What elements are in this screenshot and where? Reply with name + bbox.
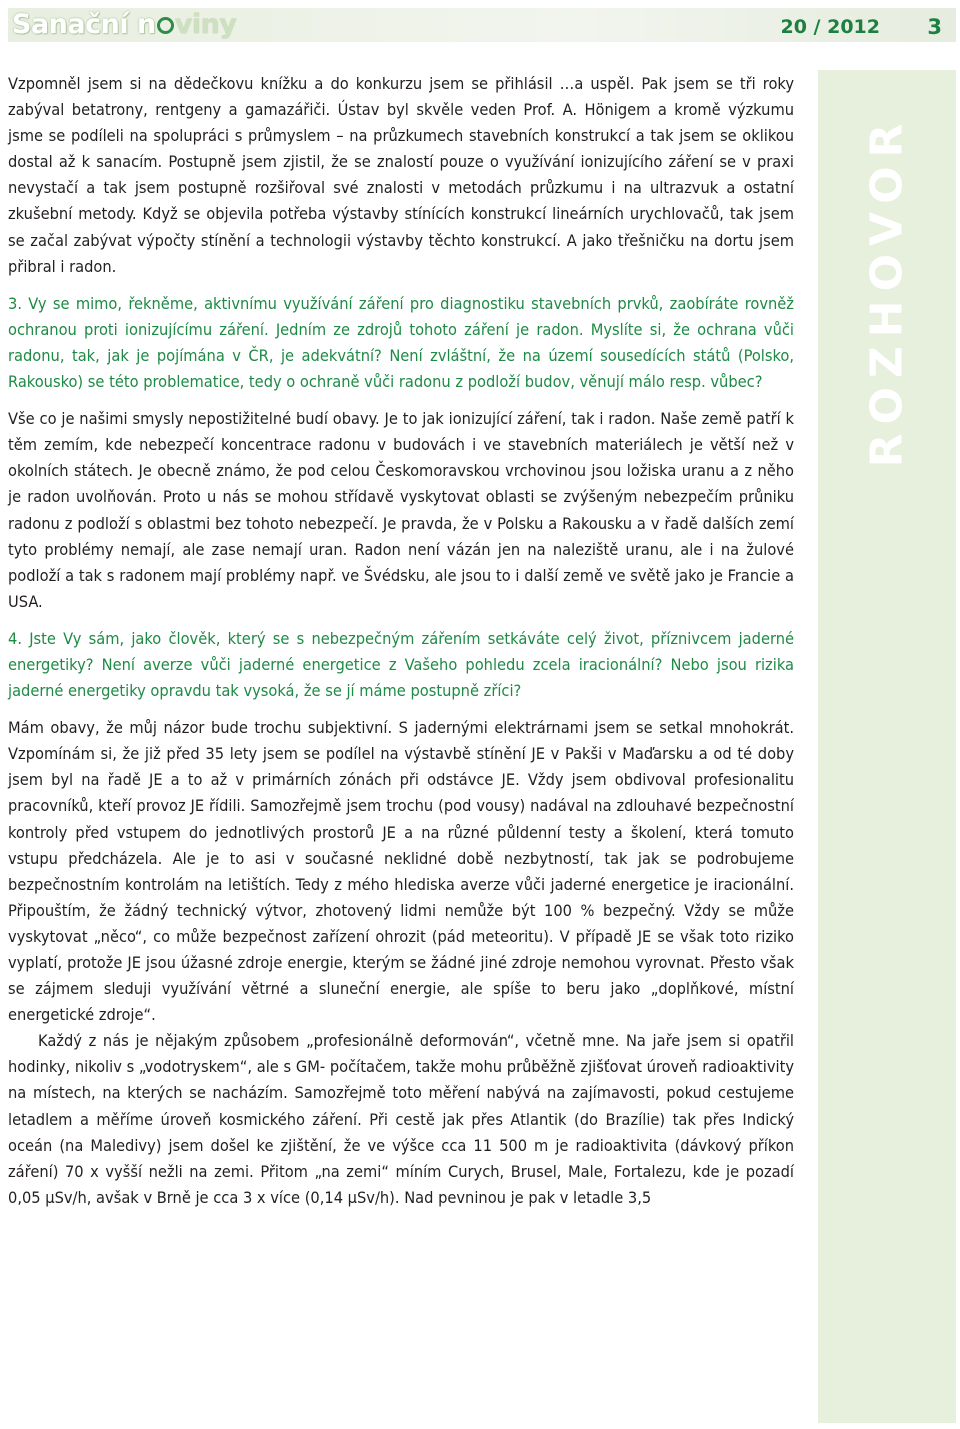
masthead-title-part2: viny <box>174 9 237 40</box>
issue-number: 20 / 2012 <box>780 16 880 38</box>
page-header <box>8 8 956 42</box>
page-number: 3 <box>927 15 942 39</box>
section-label-wrapper <box>818 70 956 490</box>
question-4: 4. Jste Vy sám, jako člověk, který se s nebezpečným zářením setkáváte celý život, příznivcem jaderné energetiky? Není averze vůči jaderné energetice z Vašeho pohledu zcela iracionální? Nebo jsou rizika jaderné energetiky opravdu tak vysoká, že se jí máme postupně zříci? <box>8 628 794 701</box>
section-sidebar <box>818 70 956 1423</box>
article-body <box>8 71 794 1211</box>
section-label: ROZHOVOR <box>861 114 913 468</box>
masthead-title-part1: Sanační n <box>12 9 156 40</box>
paragraph-intro: Vzpomněl jsem si na dědečkovu knížku a do konkurzu jsem se přihlásil …a uspěl. Pak jsem se tři roky zabýval betatrony, rentgeny a gamazářiči. Ústav byl skvěle veden Prof. A. Hönigem a kromě výzkumu jsme se podíleli na spolupráci s průmyslem – na průzkumech stavebních konstrukcí a tak jsem se oklikou dostal až k sanacím. Postupně jsem zjistil, že se znalostí pouze o využívání ionizujícího záření se v praxi nevystačí a tak jsem postupně rozšiřoval své znalosti v metodách průzkumu i na ultrazvuk a ostatní zkušební metody. Když se objevila potřeba výstavby stínících konstrukcí lineárních urychlovačů, tak jsem se začal zabývat výpočty stínění a technologii výstavby těchto konstrukcí. A jako třešničku na dortu jsem přibral i radon. <box>8 74 794 276</box>
masthead-logo <box>12 8 236 42</box>
answer-4: Mám obavy, že můj názor bude trochu subjektivní. S jadernými elektrárnami jsem se setkal mnohokrát. Vzpomínám si, že již před 35 lety jsem se podílel na výstavbě stínění JE v Pakši v Maďarsku a od té doby jsem byl na řadě JE a to až v primárních zónách při odstávce JE. Vždy jsem obdivoval profesionalitu pracovníků, kteří provoz JE řídili. Samozřejmě jsem trochu (pod vousy) nadával na zdlouhavé bezpečnostní kontroly před vstupem do jednotlivých prostorů JE a na různé půldenní testy a školení, která tomuto vstupu předcházela. Ale je to asi v současné neklidné době nezbytností, tak jak se podrobujeme bezpečnostním kontrolám na letištích. Tedy z mého hlediska averze vůči jaderné energetice je iracionální. Připouštím, že žádný technický výtvor, zhotovený lidmi nemůže být 100 % bezpečný. Vždy se může vyskytovat „něco“, co může bezpečnost zařízení ohrozit (pád meteoritu). V případě JE se však toto riziko vyplatí, protože JE jsou úžasné zdroje energie, kterým se žádné jiné zdroje nemohou vyrovnat. Přesto však se zájmem sleduji využívání větrné a sluneční energie, ale spíše to beru jako „doplňkové, místní energetické zdroje“. <box>8 718 794 1025</box>
answer-3: Vše co je našimi smysly nepostižitelné budí obavy. Je to jak ionizující záření, tak i radon. Naše země patří k těm zemím, kde nebezpečí koncentrace radonu v budovách i ve stavebních materiálech je větší než v okolních státech. Je obecně známo, že pod celou Českomoravskou vrchovinou jsou ložiska uranu a z něho je radon uvolňován. Proto u nás se mohou střídavě vyskytovat oblasti se zvýšeným nebezpečím průniku radonu z podloží s oblastmi bez tohoto nebezpečí. Je pravda, že v Polsku a Rakousku a v řadě dalších zemí tyto problémy nemají, ale zase nemají uran. Radon není vázán jen na naleziště uranu, ale i na žulové podloží a tak s radonem mají problémy např. ve Švédsku, ale jsou to i další země ve světě jako je Francie a USA. <box>8 409 794 611</box>
answer-4-continued: Každý z nás je nějakým způsobem „profesionálně deformován“, včetně mne. Na jaře jsem si opatřil hodinky, nikoliv s „vodotryskem“, ale s GM- počítačem, takže mohu průběžně zjišťovat úroveň radioaktivity na místech, na kterých se nacházím. Samozřejmě toto měření nabývá na zajímavosti, pokud cestujeme letadlem a měříme úroveň kosmického záření. Při cestě jak přes Atlantik (do Brazílie) tak přes Indický oceán (na Maledivy) jsem došel ke zjištění, že ve výšce cca 11 500 m je radioaktivita (dávkový příkon záření) 70 x vyšší nežli na zemi. Přitom „na zemi“ míním Curych, Brusel, Male, Fortalezu, kde je pozadí 0,05 µSv/h, avšak v Brně je cca 3 x více (0,14 µSv/h). Nad pevninou je pak v letadle 3,5 <box>8 1031 794 1207</box>
question-3: 3. Vy se mimo, řekněme, aktivnímu využívání záření pro diagnostiku stavebních prvků, zaobíráte rovněž ochranou proti ionizujícímu záření. Jedním ze zdrojů tohoto záření je radon. Myslíte si, že ochrana vůči radonu, tak, jak je pojímána v ČR, je adekvátní? Není zvláštní, že na území sousedících států (Polsko, Rakousko) se této problematice, tedy o ochraně vůči radonu z podloží budov, věnují málo resp. vůbec? <box>8 293 794 392</box>
masthead-o-ring-icon <box>157 17 174 34</box>
